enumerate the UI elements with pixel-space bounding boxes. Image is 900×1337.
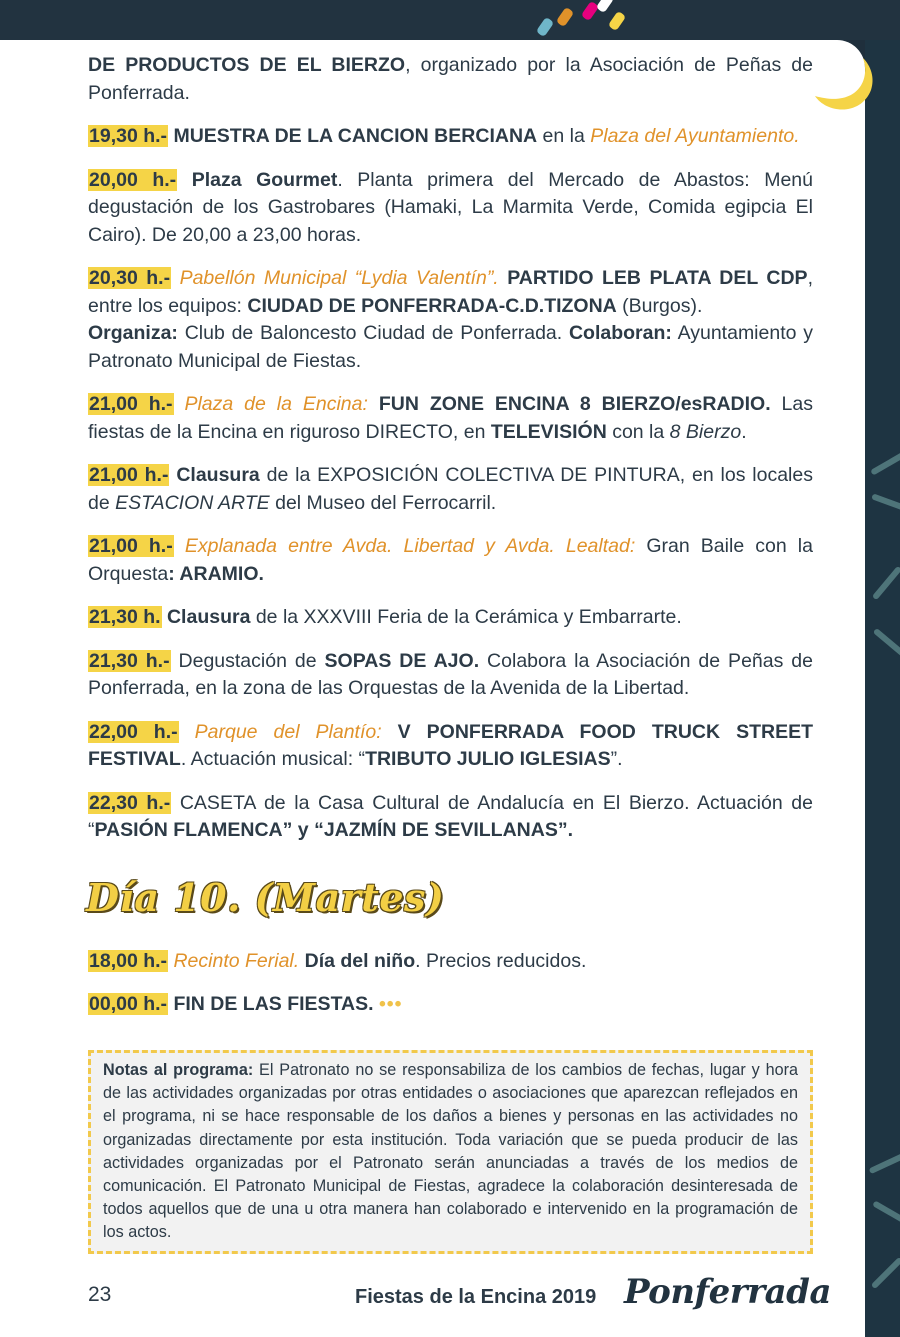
entry-place: Recinto Ferial. bbox=[173, 949, 300, 972]
program-entry bbox=[88, 790, 813, 845]
entry-highlight-text: V PONFERRADA FOOD TRUCK STREET FESTIVAL bbox=[88, 720, 813, 770]
entry-text: . bbox=[741, 420, 747, 443]
entry-time: 21,30 h.- bbox=[89, 649, 170, 672]
program-entry bbox=[88, 167, 813, 250]
entry-highlight-text: Día del niño bbox=[304, 949, 416, 972]
leaf-shape bbox=[869, 1152, 900, 1174]
notes-label: Notas al programa: bbox=[103, 1061, 254, 1079]
entry-text: Gran Baile con la Orquesta bbox=[88, 535, 813, 585]
program-entry bbox=[88, 533, 813, 588]
entry-highlight-text: : ARAMIO. bbox=[168, 562, 264, 585]
program-entry bbox=[88, 462, 813, 517]
confetti-shape bbox=[556, 7, 575, 27]
entry-text: Las fiestas de la Encina en riguroso DIRECTO, en bbox=[88, 393, 813, 443]
entry-place: Explanada entre Avda. Libertad y Avda. Lealtad: bbox=[184, 535, 636, 557]
entry-highlight-text: CIUDAD DE PONFERRADA-C.D.TIZONA bbox=[247, 294, 617, 317]
entry-text: . Precios reducidos. bbox=[415, 949, 587, 972]
entry-text: ESTACION ARTE bbox=[115, 491, 270, 514]
entry-text: Degustación de bbox=[170, 649, 325, 672]
program-entry bbox=[88, 52, 813, 107]
program-entry bbox=[88, 991, 813, 1019]
entry-text bbox=[179, 721, 195, 743]
entry-text bbox=[174, 393, 185, 415]
program-entry bbox=[88, 719, 813, 774]
confetti-shape bbox=[596, 0, 615, 13]
entry-highlight-text: TRIBUTO JULIO IGLESIAS bbox=[365, 748, 611, 770]
entry-time: 00,00 h.- bbox=[89, 993, 168, 1015]
footer-title: Fiestas de la Encina 2019 bbox=[355, 1286, 597, 1308]
program-entry bbox=[88, 391, 813, 446]
entry-time: 18,00 h.- bbox=[89, 949, 168, 972]
program-entry bbox=[88, 648, 813, 703]
entry-time: 21,00 h.- bbox=[89, 535, 173, 557]
program-entry bbox=[88, 948, 813, 976]
leaf-shape bbox=[871, 1257, 900, 1290]
leaf-shape bbox=[872, 1200, 900, 1225]
page-number: 23 bbox=[88, 1283, 112, 1306]
notes-text: El Patronato no se responsabiliza de los cambios de fechas, lugar y hora de las actividades organizadas por otras entidades o asociaciones que aparezcan reflejados en el programa, ni se hace responsable de los daños a bienes y personas en las actividades no organizadas directamente por esta institución. Toda variación que se pueda producir de las actividades organizadas por el Patronato serán anunciadas a través de los medios de comunicación. El Patronato Municipal de Fiestas, agradece la colaboración desinteresada de todos aquellos que de una u otra manera han colaborado e intervenido en la programación de los actos. bbox=[103, 1061, 798, 1242]
entry-text bbox=[499, 267, 507, 289]
entry-text: de la EXPOSICIÓN COLECTIVA DE PINTURA, en los locales de bbox=[88, 464, 813, 514]
entry-text bbox=[177, 169, 192, 191]
day-heading: Día 10. (Martes) bbox=[86, 874, 445, 920]
entries-before bbox=[88, 52, 813, 845]
entry-highlight-text: MUESTRA DE LA CANCION BERCIANA bbox=[173, 125, 538, 147]
entry-highlight-text: Colaboran: bbox=[568, 322, 672, 344]
entry-highlight-text: Organiza: bbox=[88, 322, 178, 344]
entry-text: de la XXXVIII Feria de la Cerámica y Embarrarte. bbox=[250, 606, 682, 628]
entry-text bbox=[382, 721, 398, 743]
entry-time: 19,30 h.- bbox=[89, 125, 168, 147]
entry-time: 21,00 h.- bbox=[89, 464, 169, 486]
entry-text: . Planta primera del Mercado de Abastos: Menú degustación de los Gastrobares (Hamaki, La Marmita Verde, Comida egipcia El Cairo). De 20,00 a 23,00 horas. bbox=[88, 168, 813, 246]
confetti-shape bbox=[536, 17, 555, 37]
top-decorative-band bbox=[0, 0, 900, 40]
program-notes-box bbox=[88, 1050, 813, 1254]
entry-text: Club de Baloncesto Ciudad de Ponferrada. bbox=[177, 322, 569, 344]
entry-text bbox=[174, 535, 185, 557]
entry-highlight-text: TELEVISIÓN bbox=[490, 420, 607, 443]
entry-text: del Museo del Ferrocarril. bbox=[269, 491, 497, 514]
program-entry bbox=[88, 320, 813, 375]
entry-time: 22,30 h.- bbox=[89, 791, 171, 814]
entry-text bbox=[171, 267, 179, 289]
confetti-shape bbox=[581, 1, 600, 21]
entry-highlight-text: PARTIDO LEB PLATA DEL CDP bbox=[507, 267, 808, 289]
program-entry bbox=[88, 604, 813, 632]
entry-time: 22,00 h.- bbox=[89, 720, 178, 743]
ponferrada-logo: Ponferrada bbox=[624, 1272, 831, 1312]
ellipsis-dots: ••• bbox=[378, 993, 403, 1015]
program-entry bbox=[88, 265, 813, 320]
entry-highlight-text: Clausura bbox=[166, 606, 251, 628]
entry-text: (Burgos). bbox=[616, 294, 703, 317]
entry-highlight-text: FIN DE LAS FIESTAS. bbox=[173, 993, 374, 1015]
entry-highlight-text: FUN ZONE ENCINA 8 BIERZO/esRADIO. bbox=[378, 393, 771, 415]
entry-time: 21,30 h. bbox=[89, 606, 161, 628]
confetti-shape bbox=[608, 11, 627, 31]
entry-text: . Actuación musical: “ bbox=[180, 748, 366, 770]
entry-place: Plaza de la Encina: bbox=[184, 393, 368, 415]
entry-highlight-text: SOPAS DE AJO. bbox=[324, 649, 480, 672]
entry-place: Pabellón Municipal “Lydia Valentín”. bbox=[179, 267, 499, 289]
entry-place: Plaza del Ayuntamiento. bbox=[590, 125, 800, 147]
entry-text: ”. bbox=[610, 748, 623, 770]
crescent-moon-icon bbox=[805, 52, 877, 124]
entry-text: , entre los equipos: bbox=[88, 267, 813, 317]
entry-place: Parque del Plantío: bbox=[194, 720, 382, 743]
entry-text bbox=[368, 393, 379, 415]
entry-time: 20,00 h.- bbox=[89, 168, 177, 191]
leaf-shape bbox=[872, 566, 900, 600]
entry-text: en la bbox=[537, 125, 591, 147]
entry-text: , organizado por la Asociación de Peñas de Ponferrada. bbox=[88, 54, 813, 104]
entry-time: 21,00 h.- bbox=[89, 393, 173, 415]
entry-text: con la bbox=[606, 420, 670, 443]
entry-text: Colabora la Asociación de Peñas de Ponferrada, en la zona de las Orquestas de la Avenida de la Libertad. bbox=[88, 649, 813, 699]
side-foliage-decoration bbox=[865, 40, 900, 1337]
entries-after bbox=[88, 948, 813, 1019]
entry-time: 20,30 h.- bbox=[89, 267, 171, 289]
program-content bbox=[88, 52, 813, 1035]
entry-highlight-text: PASIÓN FLAMENCA” y “JAZMÍN DE SEVILLANAS”. bbox=[94, 819, 574, 841]
entry-highlight-text: Plaza Gourmet bbox=[191, 168, 338, 191]
leaf-shape bbox=[870, 450, 900, 475]
entry-text: Ayuntamiento y Patronato Municipal de Fiestas. bbox=[88, 322, 813, 372]
leaf-shape bbox=[871, 493, 900, 512]
entry-text: CASETA de la Casa Cultural de Andalucía en El Bierzo. Actuación de “ bbox=[88, 791, 813, 841]
leaf-shape bbox=[873, 628, 900, 658]
entry-highlight-text: Clausura bbox=[176, 464, 260, 486]
program-entry bbox=[88, 123, 813, 151]
entry-text: 8 Bierzo bbox=[669, 420, 742, 443]
entry-highlight-text: DE PRODUCTOS DE EL BIERZO bbox=[88, 54, 406, 76]
